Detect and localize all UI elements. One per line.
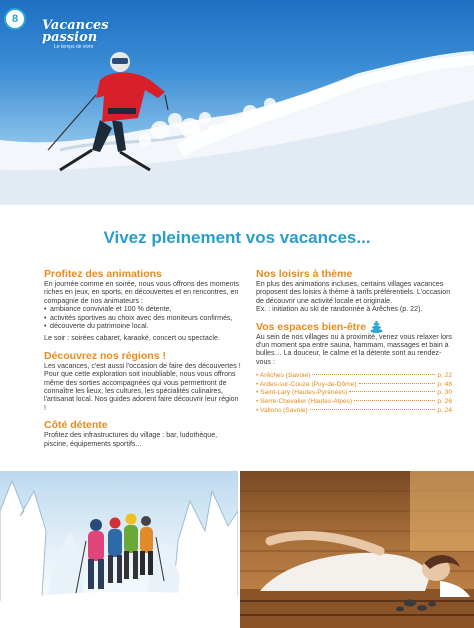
page-headline: Vivez pleinement vos vacances...: [103, 228, 371, 247]
snowshoe-illustration: [0, 471, 238, 628]
list-item[interactable]: • Serre-Chevalier (Hautes-Alpes) p. 26: [256, 398, 452, 406]
brand-logo: [40, 16, 109, 56]
sauna-illustration: [240, 471, 474, 628]
right-column: [256, 268, 452, 415]
logo-tagline: Le temps de vivre: [54, 44, 94, 50]
page-number: 8: [6, 10, 24, 28]
regions-text: Les vacances, c'est aussi l'occasion de faire des découvertes ! Pour que cette exploration soit inoubliable, nous vous offrons même des sorties accompagnées qui vous permettront de connaître les lieux, les cultures, les spécialités culinaires, l'artisanat local. Nos guides adorent faire découvrir leur région !: [44, 361, 241, 412]
animations-evening: Le soir : soirées cabaret, karaoké, concert ou spectacle.: [44, 334, 220, 343]
section-title-loisirs: Nos loisirs à thème: [256, 268, 353, 280]
section-title-spa: Vos espaces bien-être: [256, 320, 367, 333]
spa-heading: [256, 321, 452, 333]
spa-text: Au sein de nos villages ou à proximité, venez vous relaxer lors d'un moment spa entre sauna, hammam, massages et bain à bulles… La douceur, le calme et la détente sont au rendez-vous :: [256, 332, 452, 366]
list-item[interactable]: • Vallons (Savoie) p. 24: [256, 406, 452, 414]
animations-bullet: • découverte du patrimoine local.: [44, 322, 242, 330]
list-item[interactable]: • Ardes-sur-Couze (Puy-de-Dôme) p. 48: [256, 380, 452, 388]
left-column: [44, 268, 242, 448]
section-title-regions: Découvrez nos régions !: [44, 349, 166, 362]
animations-bullet: • ambiance conviviale et 100 % détente,: [44, 305, 242, 313]
animations-bullet: • activités sportives au choix avec des moniteurs confirmés,: [44, 314, 242, 322]
section-title-animations: Profitez des animations: [44, 268, 162, 280]
zen-stones-icon: [370, 321, 383, 333]
photo-snowshoe-hikers: [0, 471, 238, 628]
loisirs-example: Ex. : initiation au ski de randonnée à Arêches (p. 22).: [256, 305, 423, 314]
detente-text: Profitez des infrastructures du village : bar, ludothèque, piscine, équipements sportifs...: [44, 431, 218, 448]
list-item[interactable]: • Arêches (Savoie) p. 22: [256, 372, 452, 380]
logo-wordmark: Vacances passion: [42, 18, 109, 45]
section-title-detente: Côté détente: [44, 419, 108, 432]
spa-village-list: [256, 372, 452, 415]
photo-sauna-relaxation: [240, 471, 474, 628]
hero-photo-skier: [0, 0, 474, 205]
loisirs-text: En plus des animations incluses, certains villages vacances proposent des loisirs à thème à tarifs préférentiels. L'occasion de découvrir une activité locale et originale.: [256, 280, 451, 305]
list-item[interactable]: • Saint-Lary (Hautes-Pyrénées) p. 30: [256, 389, 452, 397]
animations-intro: En journée comme en soirée, nous vous offrons des moments riches en jeux, en sports, en découvertes et en rencontres, en compagnie de nos animateurs :: [44, 280, 240, 305]
